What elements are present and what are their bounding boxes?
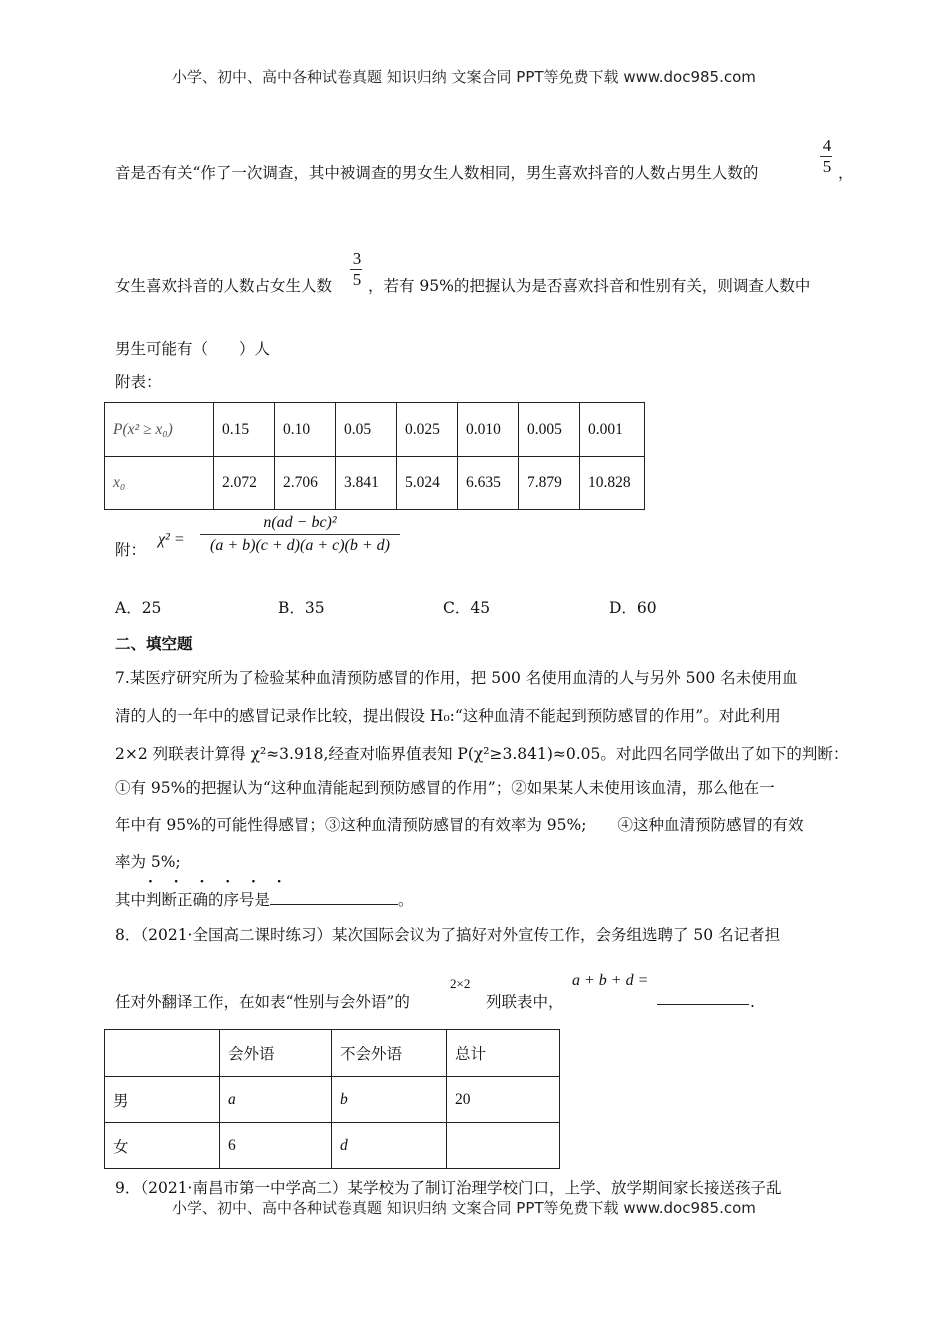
gender-language-table [104, 1029, 560, 1169]
answer-blank[interactable] [657, 988, 749, 1005]
fraction-denominator: 5 [822, 157, 832, 176]
fraction-numerator: 3 [352, 249, 362, 268]
table-row [105, 1077, 560, 1123]
table-row [105, 1123, 560, 1169]
table-header: 总计 [447, 1030, 560, 1077]
page-footer: 小学、初中、高中各种试卷真题 知识归纳 文案合同 PPT等免费下载 www.doc985.com [172, 1199, 756, 1217]
formula-numerator: n(ad − bc)² [263, 514, 337, 531]
fraction-denominator: 5 [352, 270, 362, 289]
formula-bar [200, 534, 400, 535]
chi-square-formula [200, 514, 400, 555]
answer-blank[interactable] [270, 888, 398, 905]
table-header [105, 1030, 220, 1077]
table-cell: 0.025 [397, 403, 458, 457]
q7-line: ①有 95%的把握认为“这种血清能起到预防感冒的作用”；②如果某人未使用该血清，那么他在一 [115, 779, 775, 797]
critical-value-table [104, 402, 645, 510]
table-cell: a [220, 1077, 332, 1123]
q8-math-2x2: 2×2 [450, 976, 471, 991]
q8-line2-end: . [750, 993, 755, 1011]
option-a: A．25 [115, 599, 162, 617]
appendix-label: 附表： [115, 373, 162, 391]
q8-line2-mid: 列联表中， [486, 993, 564, 1011]
q6-line2-start: 女生喜欢抖音的人数占女生人数 [115, 277, 333, 295]
q8-math-expr: a + b + d = [572, 972, 649, 989]
table-header: 不会外语 [332, 1030, 447, 1077]
q8-line1: 8．（2021·全国高二课时练习）某次国际会议为了搞好对外宣传工作，会务组选聘了 50 名记者担 [115, 926, 781, 944]
table-cell: b [332, 1077, 447, 1123]
formula-denominator: (a + b)(c + d)(a + c)(b + d) [209, 537, 390, 554]
formula-label: 附： [115, 541, 147, 559]
q7-end: 。 [398, 891, 414, 909]
table-row [105, 457, 645, 510]
q9-line1: 9．（2021·南昌市第一中学高二）某学校为了制订治理学校门口，上学、放学期间家长接送孩子乱 [115, 1179, 782, 1197]
q7-line: 年中有 95%的可能性得感冒；③这种血清预防感冒的有效率为 95%; ④这种血清预防感冒的有效 [115, 816, 804, 834]
table-cell: 5.024 [397, 457, 458, 510]
option-d: D．60 [609, 599, 657, 617]
table-cell: 0.005 [519, 403, 580, 457]
table-row [105, 1030, 560, 1077]
emphasis-dots: · · · · · · [148, 874, 290, 890]
table-row-label: x₀ [105, 457, 214, 510]
q7-question: 其中判断正确的序号是 [115, 891, 271, 909]
q7-last-line [115, 888, 414, 910]
table-cell: 0.10 [275, 403, 336, 457]
table-cell: 7.879 [519, 457, 580, 510]
formula-lhs: χ² = [158, 531, 185, 548]
option-b: B．35 [278, 599, 325, 617]
q7-line: 2×2 列联表计算得 χ²≈3.918,经查对临界值表知 P(χ²≥3.841)≈0.05。对此四名同学做出了如下的判断： [115, 745, 849, 763]
table-cell: 2.072 [214, 457, 275, 510]
table-cell: 0.001 [580, 403, 645, 457]
table-cell: 男 [105, 1077, 220, 1123]
q6-line3: 男生可能有（ ）人 [115, 340, 271, 358]
table-cell [447, 1123, 560, 1169]
table-cell: 20 [447, 1077, 560, 1123]
table-cell: 0.010 [458, 403, 519, 457]
table-cell: 6.635 [458, 457, 519, 510]
q6-line1: 音是否有关“作了一次调查，其中被调查的男女生人数相同，男生喜欢抖音的人数占男生人数的 [115, 164, 759, 182]
fraction-3-5 [350, 249, 364, 290]
q7-line: 7.某医疗研究所为了检验某种血清预防感冒的作用，把 500 名使用血清的人与另外 500 名未使用血 [115, 669, 798, 687]
fraction-numerator: 4 [822, 136, 832, 155]
q8-line2-start: 任对外翻译工作，在如表“性别与会外语”的 [115, 993, 410, 1011]
q6-line1-end: ， [838, 164, 854, 182]
q7-line: 率为 5%; [115, 853, 181, 871]
table-cell: 女 [105, 1123, 220, 1169]
page-header: 小学、初中、高中各种试卷真题 知识归纳 文案合同 PPT等免费下载 www.doc985.com [172, 68, 756, 86]
table-cell: 10.828 [580, 457, 645, 510]
q7-line: 清的人的一年中的感冒记录作比较，提出假设 H₀:“这种血清不能起到预防感冒的作用”。对此利用 [115, 707, 781, 725]
table-row-label: P(x² ≥ x₀) [105, 403, 214, 457]
q6-line2-end: ，若有 95%的把握认为是否喜欢抖音和性别有关，则调查人数中 [368, 277, 811, 295]
table-cell: 0.15 [214, 403, 275, 457]
table-cell: 3.841 [336, 457, 397, 510]
option-c: C．45 [443, 599, 491, 617]
table-cell: 0.05 [336, 403, 397, 457]
table-header: 会外语 [220, 1030, 332, 1077]
fraction-4-5 [820, 136, 834, 177]
table-cell: 6 [220, 1123, 332, 1169]
table-row [105, 403, 645, 457]
table-cell: d [332, 1123, 447, 1169]
table-cell: 2.706 [275, 457, 336, 510]
section-title: 二、填空题 [115, 634, 193, 653]
